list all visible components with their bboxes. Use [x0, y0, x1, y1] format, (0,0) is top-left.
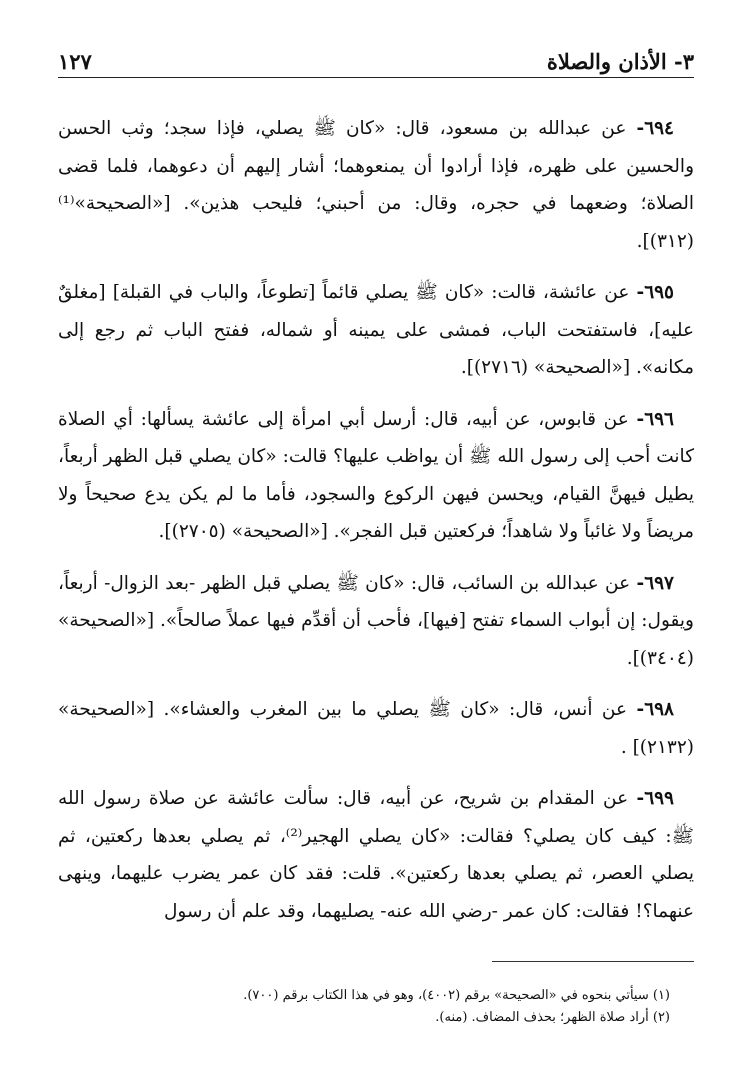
hadith-695: [58, 274, 694, 387]
footnotes: [58, 985, 694, 1029]
hadith-text: عن المقدام بن شريح، عن أبيه، قال: سألت عائشة عن صلاة رسول الله ﷺ: كيف كان يصلي؟ فقالت: «كان يصلي الهجير⁽²⁾، ثم يصلي بعدها ركعتين، ثم يصلي العصر، ثم يصلي بعدها ركعتين». قلت: فقد كان عمر يضرب عليهما، وينهى عنهما؟! فقالت: كان عمر -رضي الله عنه- يصليهما، وقد علم أن رسول: [58, 788, 694, 922]
hadith-694: [58, 110, 694, 260]
hadith-number: ٦٩٦-: [636, 408, 674, 430]
hadith-text: عن عبدالله بن السائب، قال: «كان ﷺ يصلي قبل الظهر -بعد الزوال- أربعاً، ويقول: إن أبواب السماء تفتح [فيها]، فأحب أن أقدِّم فيها عملاً صالحاً». [«الصحيحة» (٣٤٠٤)].: [58, 572, 694, 669]
hadith-number: ٦٩٨-: [636, 699, 674, 720]
hadith-text: عن عائشة، قالت: «كان ﷺ يصلي قائماً [تطوعاً، والباب في القبلة] [مغلقٌ عليه]، فاستفتحت الباب، فمشى على يمينه أو شماله، ففتح الباب ثم رجع إلى مكانه». [«الصحيحة» (٢٧١٦)].: [58, 282, 694, 378]
header-rule: [58, 77, 694, 78]
hadith-list: [58, 110, 694, 944]
hadith-number: ٦٩٧-: [636, 572, 674, 594]
hadith-696: [58, 401, 694, 551]
page-header: [58, 40, 694, 74]
hadith-text: عن أنس، قال: «كان ﷺ يصلي ما بين المغرب والعشاء». [«الصحيحة» (٢١٣٢)] .: [58, 699, 694, 758]
footnote-1: (١) سيأتي بنحوه في «الصحيحة» برقم (٤٠٠٢)، وهو في هذا الكتاب برقم (٧٠٠).: [243, 988, 670, 1003]
hadith-698: [58, 691, 694, 766]
footnote-2: (٢) أراد صلاة الظهر؛ بحذف المضاف. (منه).: [435, 1010, 670, 1025]
hadith-number: ٦٩٥-: [636, 282, 674, 303]
page-number: ١٢٧: [58, 49, 92, 74]
chapter-title: ٣- الأذان والصلاة: [546, 49, 694, 74]
hadith-number: ٦٩٤-: [636, 118, 674, 139]
hadith-697: [58, 565, 694, 678]
hadith-text: عن عبدالله بن مسعود، قال: «كان ﷺ يصلي، فإذا سجد؛ وثب الحسن والحسين على ظهره، فإذا أرادوا أن يمنعوهما؛ أشار إليهم أن دعوهما، فلما قضى الصلاة؛ وضعهما في حجره، وقال: من أحبني؛ فليحب هذين». [«الصحيحة»⁽¹⁾ (٣١٢)].: [58, 118, 694, 252]
hadith-699: [58, 780, 694, 930]
hadith-text: عن قابوس، عن أبيه، قال: أرسل أبي امرأة إلى عائشة يسألها: أي الصلاة كانت أحب إلى رسول الله ﷺ أن يواظب عليها؟ قالت: «كان يصلي قبل الظهر أربعاً، يطيل فيهنَّ القيام، ويحسن فيهن الركوع والسجود، فأما ما لم يكن يدع صحيحاً ولا مريضاً ولا غائباً ولا شاهداً؛ فركعتين قبل الفجر». [«الصحيحة» (٢٧٠٥)].: [58, 408, 694, 542]
footnote-rule: [492, 961, 694, 962]
hadith-number: ٦٩٩-: [636, 788, 674, 809]
